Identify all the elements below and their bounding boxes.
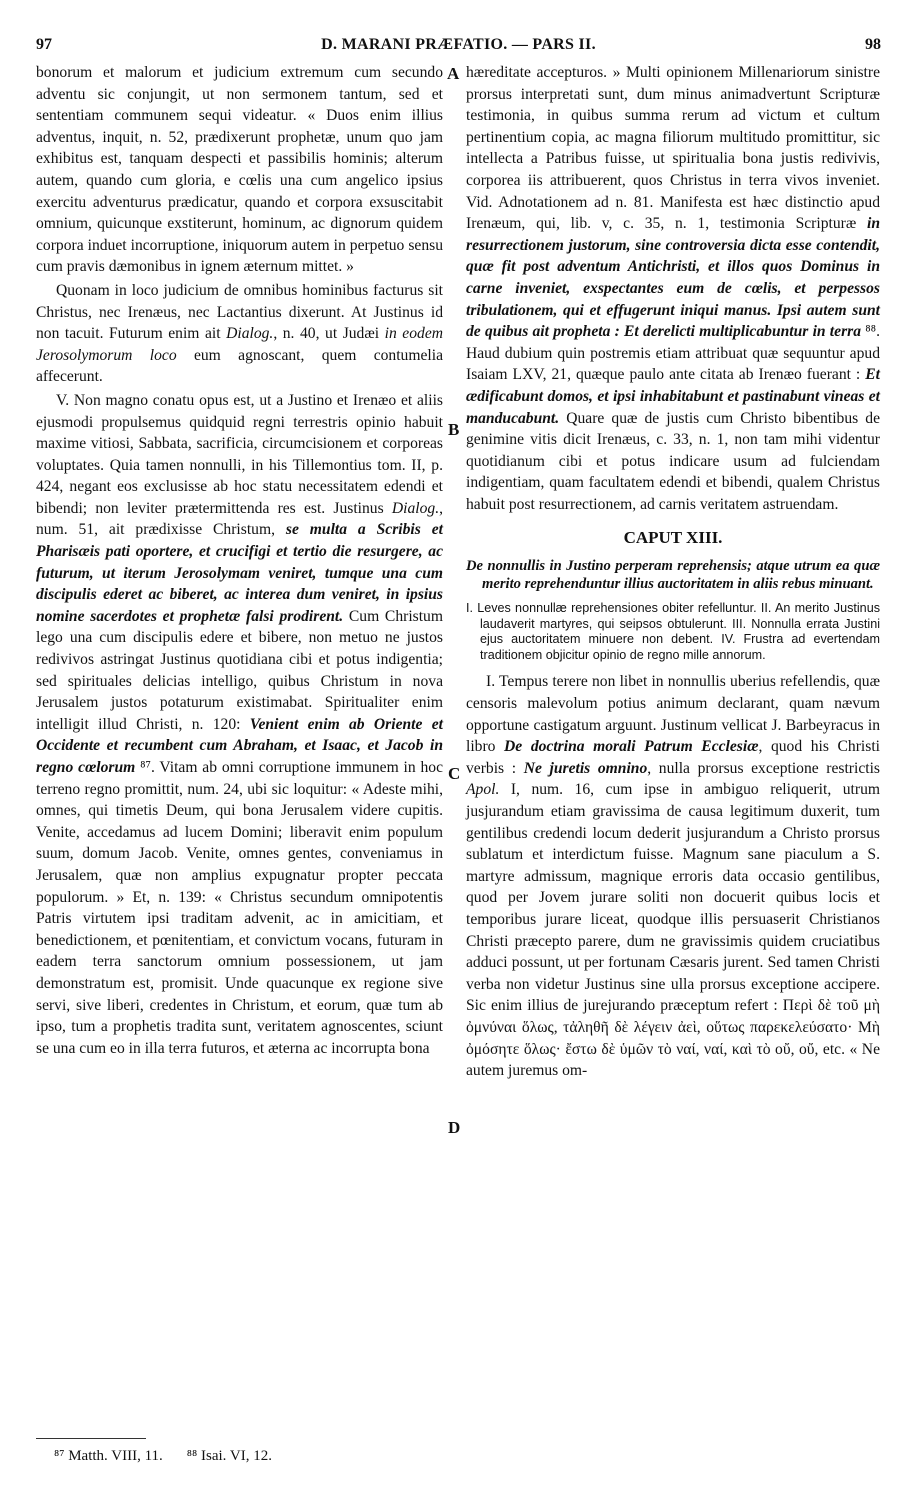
text-run: V. Non magno conatu opus est, ut a Justino et Irenæo et aliis ejusmodi propulsemus quidquid regni terrestris opinio habuit maxime vitiosi, Sabbata, sacrificia, circumcisionem et corporeas voluptates. Quia tamen nonnulli, in his Tillemontius tom. II, p. 424, negant eos exclusisse ab hoc statu necessitatem edendi et bibendi; non leviter prætermittenda res est. Justinus [36,391,443,517]
text-run: Quare quæ de justis cum Christo bibentibus de genimine vitis dicit Irenæus, c. 33, n. 1, non tam mihi videntur quotidianum cibi et potus indicare usum ad fulciendam indigentiam, quam facultatem edendi et bibendi, qualem Christus habuit post resurrectionem, ad carnis veritatem astruendam. [466,409,880,513]
page-number-left: 97 [36,36,52,53]
left-column [36,62,443,1059]
margin-marker-d: D [448,1118,461,1137]
text-run: Quonam in loco judicium de omnibus hominibus facturus sit Christus, nec Irenæus, nec Lactantius dixerunt. At Justinus id non tacuit. Futurum enim ait [36,281,443,343]
margin-marker-b: B [448,420,460,439]
text-run: eum agnoscant, quem contumelia affecerunt. [36,346,443,386]
text-run: Cum Christum lego una cum discipulis edere et bibere, non metuo ne justos redivivos astringat Justinus quotidiana cibi et potus indigentia; sed spirituales delicias intelligo, quibus Christum in nova Jerusalem justos potaturum existimabat. Spiritualiter enim intelligit illud Christi, n. 120: [36,607,443,733]
quotation-italic: in resurrectionem justorum, sine controversia dicta esse contendit, quæ fit post adventum Antichristi, et illos quos Dominus in carne inveniet, exspectantes eum de cœlis, et perpessos tribulationem, qui et effugerunt iniqui manus. Ipsi autem sunt de quibus ait propheta : Et derelicti multiplicabuntur in terra [466,215,880,341]
footnote-rule [36,1438,146,1439]
chapter-title: CAPUT XIII. [623,528,723,548]
text-run-italic: Ne juretis omnino [523,759,648,777]
footnote-88: ⁸⁸ Isai. VI, 12. [186,1448,272,1464]
left-paragraph-3 [36,390,443,1059]
chapter-subtitle: De nonnullis in Justino perperam reprehensis; atque utrum ea quæ merito reprehenduntur illius auctoritatem in aliis rebus minuant. [466,558,880,593]
left-paragraph-2 [36,280,443,388]
margin-marker-a: A [447,64,460,83]
text-run-italic: Apol. [466,781,500,799]
text-run: ⁸⁸. Haud dubium quin postremis etiam attribuat quæ sequuntur apud Isaiam LXV, 21, quæque paulo ante citata ab Irenæo fuerant : [466,323,880,384]
margin-marker-c: C [448,764,461,783]
text-run: , n. 40, ut Judæi [273,325,385,343]
quotation-italic: se multa a Scribis et Pharisæis pati oportere, et crucifigi et tertio die resurgere, ac futurum, ut iterum Jerosolymam veniret, tumque una cum discipulis ederet ac biberet, ac interea dum veniret, in ipsius nomine sacerdotes et prophetæ falsi prodirent. [36,521,443,625]
text-run-italic: Dialog. [391,499,440,517]
text-run: I. Tempus terere non libet in nonnullis uberius refellendis, quæ censoris malevolum potius animum declarant, quam nævum opportune castigatum arguunt. Justinum vellicat J. Barbeyracus in libro [466,673,880,756]
footnotes [54,1448,272,1465]
text-run: I, num. 16, cum ipse in ambiguo reliquerit, utrum jusjurandum etiam gravissima de causa legitimum duxerit, tum gentilibus credendi locum dederit jusjurandum a Christo prorsus sublatum et interdictum fuisse. Magnum sane piaculum a S. martyre admissum, magnique erroris data occasio gentilibus, quod per Jovem jurare soliti non docuerit quibus locis et temporibus jurare liceat, quodque illis persuaserit Christianos Christi præcepto parere, dum ne gravissimis quidem cruciatibus adduci possunt, ut per fortunam Cæsaris jurent. Sed tamen Christi verba non videtur Justinus sine ulla prorsus exceptione accipere. Sic enim illius de jurejurando præceptum refert : Περὶ δὲ τοῦ μὴ ὀμνύναι ὅλως, τἀληθῆ δὲ λέγειν ἀεὶ, οὕτως παρεκελεύσατο· Μὴ ὀμόσητε ὅλως· ἔστω δὲ ὑμῶν τὸ ναί, ναί, καὶ τὸ οὔ, οὔ, etc. « Ne autem juremus om- [466,781,880,1080]
right-paragraph-1 [466,62,880,515]
right-column [466,62,880,1082]
page-number-right: 98 [865,36,881,53]
running-header [36,36,881,58]
footnote-87: ⁸⁷ Matth. VIII, 11. [54,1448,163,1464]
left-paragraph-1: bonorum et malorum et judicium extremum cum secundo adventu sic conjungit, ut non sermonem tantum, sed et sententiam communem sequi videatur. « Duos enim illius adventus, inquit, n. 52, prædixerunt prophetæ, unum quo jam exhibitus est, tanquam despecti et passibilis hominis; alterum autem, quando cum gloria, e cœlis una cum angelico ipsius exercitu adventurus prædicatur, quando et corpora exsuscitabit omnium, quicunque exstiterunt, hominum, ac dignorum quidem corpora induet incorruptione, iniquorum autem in perpetuo sensu cum pravis dæmonibus in ignem æternum mittet. » [36,64,443,276]
text-run: ⁸⁷. Vitam ab omni corruptione immunem in hoc terreno regno promittit, num. 24, ubi sic loquitur: « Adeste mihi, omnes, qui timetis Deum, qui bona Jerusalem videre cupitis. Venite, accedamus ad lucem Domini; liberavit enim populum suum, domum Jacob. Venite, omnes gentes, conveniamus in Jerusalem, quæ non amplius expugnatur propter peccata populorum. » Et, n. 139: « Christus secundum omnipotentis Patris virtutem ipsi traditam advenit, ac in amicitiam, et benedictionem, et pœnitentiam, et convictum vocans, futuram in eadem terra sanctorum omnium possessionem, ut jam demonstratum est, promisit. Unde quacunque ex regione sive servi, sive liberi, credentes in Christum, et eorum, quæ tum ab ipso, tum a prophetis tradita sunt, veritatem agnoscentes, sciunt se una cum eo in illa terra futuros, et æterna ac incorrupta bona [36,759,444,1057]
text-run-italic: in eodem Jerosolymorum loco [36,325,444,364]
quotation-italic: Et ædificabunt domos, et ipsi inhabitabunt et pastinabunt vineas et manducabunt. [466,366,880,427]
chapter-summary: I. Leves nonnullæ reprehensiones obiter refelluntur. II. An merito Justinus laudaverit martyres, qui seipsos obtulerunt. III. Nonnulla errata Justini ejus auctoritatem minuere non debent. IV. Frustra ad evertendam traditionem objicitur opinio de regno mille annorum. [466,601,880,662]
text-run: , num. 51, ait prædixisse Christum, [36,499,443,539]
text-run-italic: De doctrina morali Patrum Ecclesiæ [504,738,759,756]
text-run-italic: Dialog. [226,325,274,343]
running-title: D. MARANI PRÆFATIO. — PARS II. [321,36,596,53]
text-run: , quod his Christi verbis : [466,738,880,777]
text-run: hæreditate accepturos. » Multi opinionem Millenariorum sinistre prorsus interpretati sunt, dum minus animadvertunt Scripturæ testimonia, in quibus summa rerum ad victum et cultum pertinentium copia, ac magna filiorum multitudo promittitur, sic intellecta a Patribus fuisse, ut spiritualia bona justis redivivis, corporea iis attribuerent, quos Christus in terra vivos inveniet. Vid. Adnotationem ad n. 81. Manifesta est hæc distinctio apud Irenæum, qui, lib. v, c. 35, n. 1, testimonia Scripturæ [466,64,880,233]
quotation-italic: Venient enim ab Oriente et Occidente et recumbent cum Abraham, et Isaac, et Jacob in regno cœlorum [36,715,444,776]
right-paragraph-2 [466,671,880,1081]
text-run: , nulla prorsus exceptione restrictis [647,759,880,777]
